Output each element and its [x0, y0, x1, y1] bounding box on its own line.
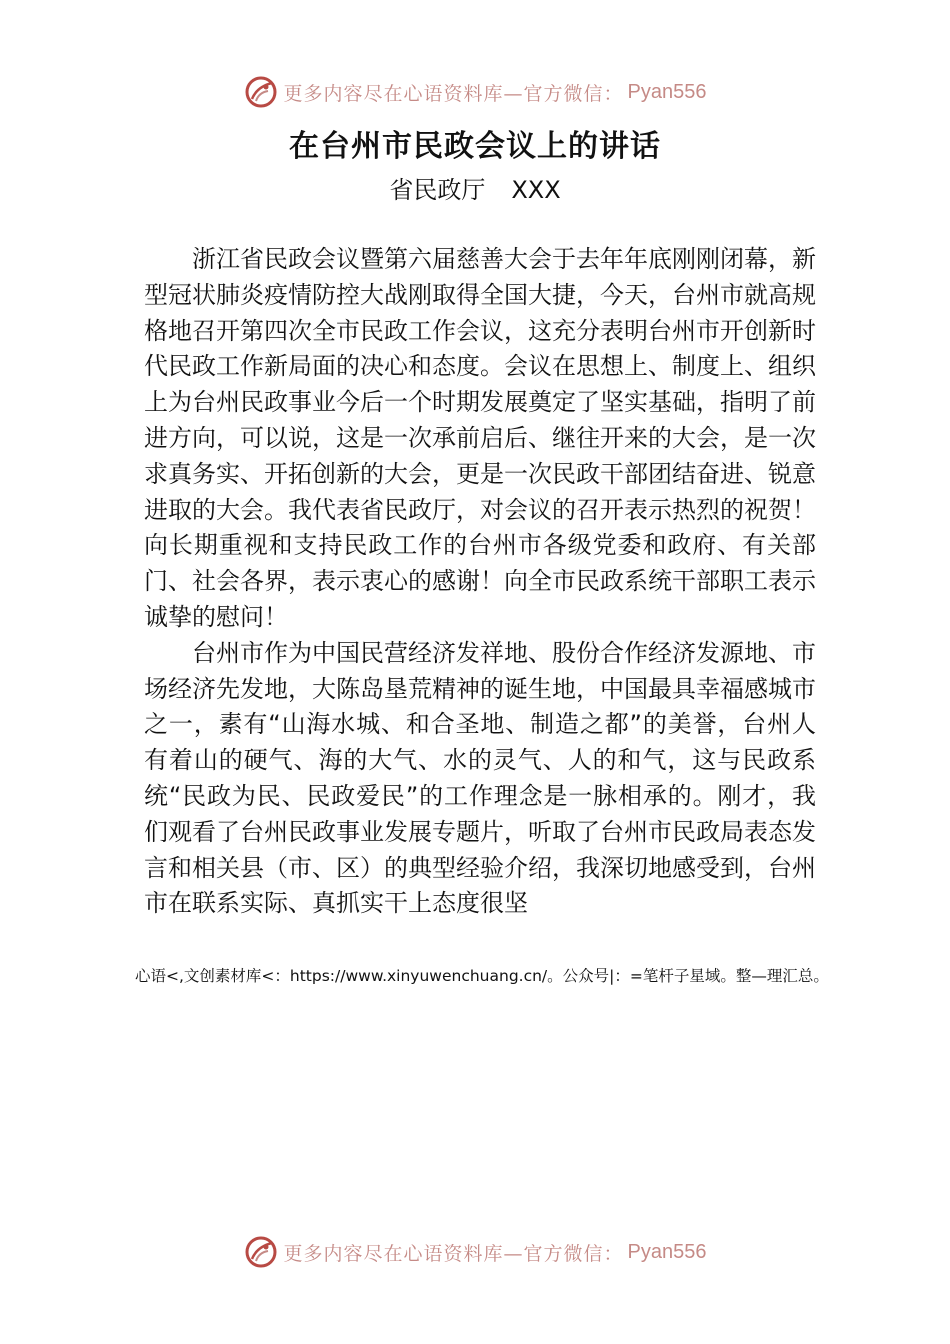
brand-logo-icon	[244, 75, 278, 109]
document-author	[0, 170, 950, 205]
header-banner	[0, 70, 950, 114]
body-paragraph: 台州市作为中国民营经济发祥地、股份合作经济发源地、市场经济先发地，大陈岛垦荒精神的诞生地，中国最具幸福感城市之一，素有“山海水城、和合圣地、制造之都”的美誉，台州人有着山的硬气、海的大气、水的灵气、人的和气，这与民政系统“民政为民、民政爱民”的工作理念是一脉相承的。刚才，我们观看了台州民政事业发展专题片，听取了台州市民政局表态发言和相关县（市、区）的典型经验介绍，我深切地感受到，台州市在联系实际、真抓实干上态度很坚	[144, 638, 816, 918]
author-org: 省民政厅	[389, 176, 486, 204]
author-name: XXX	[511, 176, 561, 204]
source-footnote: 心语<,文创素材库<：https://www.xinyuwenchuang.cn/。公众号|：=笔杆子星域。整—理汇总。	[135, 967, 829, 985]
footer-banner	[0, 1230, 950, 1274]
document-body	[144, 242, 816, 922]
document-title: 在台州市民政会议上的讲话	[289, 129, 661, 164]
banner-wechat-id: Pyan556	[627, 80, 707, 103]
banner-wechat-id: Pyan556	[627, 1240, 707, 1263]
brand-logo-icon	[244, 1235, 278, 1269]
body-paragraph: 浙江省民政会议暨第六届慈善大会于去年年底刚刚闭幕，新型冠状肺炎疫情防控大战刚取得全国大捷，今天，台州市就高规格地召开第四次全市民政工作会议，这充分表明台州市开创新时代民政工作新局面的决心和态度。会议在思想上、制度上、组织上为台州民政事业今后一个时期发展奠定了坚实基础，指明了前进方向，可以说，这是一次承前启后、继往开来的大会，是一次求真务实、开拓创新的大会，更是一次民政干部团结奋进、锐意进取的大会。我代表省民政厅，对会议的召开表示热烈的祝贺！向长期重视和支持民政工作的台州市各级党委和政府、有关部门、社会各界，表示衷心的感谢！向全市民政系统干部职工表示诚挚的慰问！	[144, 245, 816, 631]
banner-text: 更多内容尽在心语资料库—官方微信：	[283, 82, 624, 105]
banner-text: 更多内容尽在心语资料库—官方微信：	[283, 1242, 624, 1265]
